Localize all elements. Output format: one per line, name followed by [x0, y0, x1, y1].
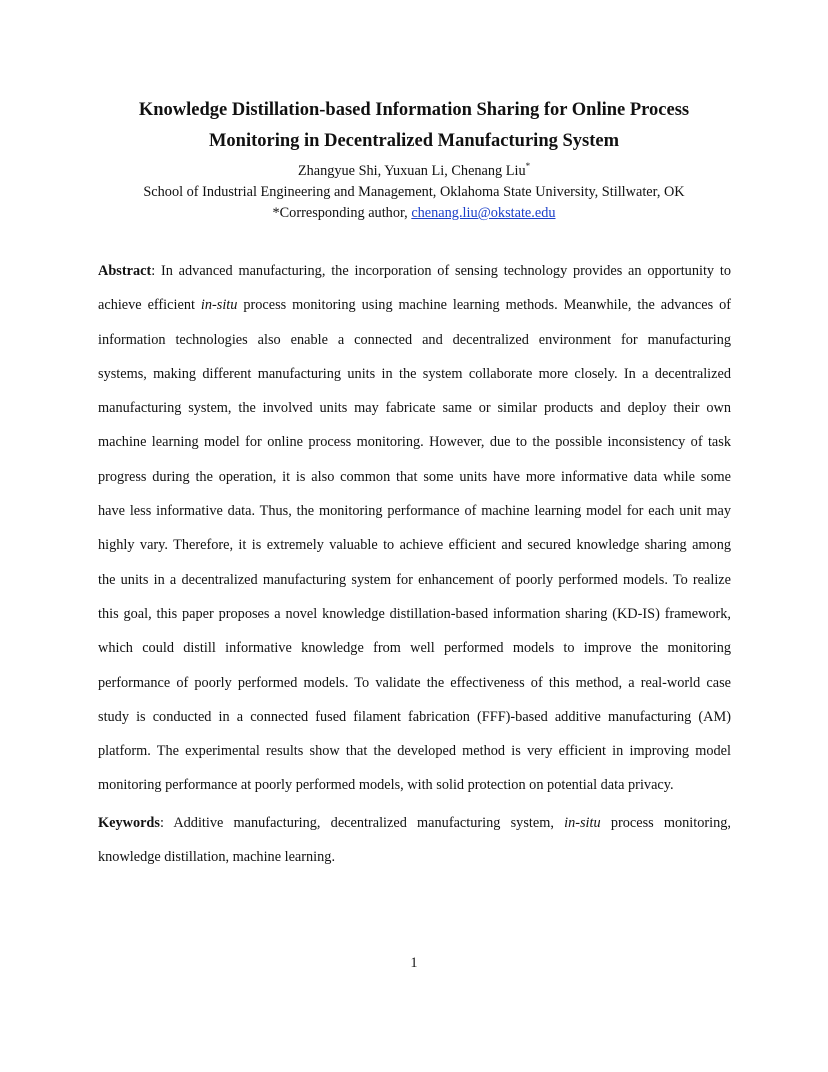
abstract-line: which could distill informative knowledge from well performed models to improve the monitoring: [98, 640, 731, 657]
corresponding-author-line: [60, 203, 768, 224]
in-situ-term: in-situ: [564, 815, 601, 831]
in-situ-term: in-situ: [200, 297, 238, 314]
abstract-line: study is conducted in a connected fused filament fabrication (FFF)-based additive manufacturing (AM): [98, 708, 731, 725]
keywords-heading: Keywords: [98, 815, 160, 831]
abstract-line: performance of poorly performed models. To validate the effectiveness of this method, a real-world case: [98, 674, 731, 691]
abstract-line: machine learning model for online process monitoring. However, due to the possible inconsistency of task: [98, 434, 731, 451]
abstract-line: the units in a decentralized manufacturing system for enhancement of poorly performed models. To realize: [98, 571, 731, 588]
title-line-1: Knowledge Distillation-based Information Sharing for Online Process: [138, 100, 690, 120]
email-link[interactable]: chenang.liu@okstate.edu: [411, 205, 556, 221]
paper-title: [60, 95, 768, 157]
abstract-line: have less informative data. Thus, the monitoring performance of machine learning model for each unit may: [98, 503, 731, 520]
abstract-line: manufacturing system, the involved units may fabricate same or similar products and deploy their own: [98, 400, 731, 417]
abstract-section: [98, 254, 731, 803]
keywords-line: knowledge distillation, machine learning.: [98, 849, 336, 866]
page-number: 1: [410, 955, 418, 971]
author-names: Zhangyue Shi, Yuxuan Li, Chenang Liu: [297, 163, 526, 179]
corresponding-marker: *: [525, 161, 531, 172]
abstract-line: information technologies also enable a connected and decentralized environment for manufacturing: [98, 331, 731, 348]
abstract-line: Abstract: In advanced manufacturing, the incorporation of sensing technology provides an opportunity to: [98, 263, 731, 279]
abstract-heading: Abstract: [98, 263, 152, 279]
affiliation: School of Industrial Engineering and Management, Oklahoma State University, Stillwater, OK: [143, 184, 685, 200]
title-line-2: Monitoring in Decentralized Manufacturing System: [208, 131, 620, 151]
abstract-line: this goal, this paper proposes a novel knowledge distillation-based information sharing (KD-IS) framework,: [98, 605, 731, 622]
keywords-section: [98, 806, 731, 875]
abstract-line: achieve efficient in-situ process monitoring using machine learning methods. Meanwhile, the advances of: [98, 297, 731, 314]
keywords-line: Keywords: Additive manufacturing, decentralized manufacturing system, in-situ process monitoring,: [98, 815, 732, 831]
abstract-line: platform. The experimental results show that the developed method is very efficient in improving model: [98, 743, 731, 760]
abstract-line: monitoring performance at poorly performed models, with solid protection on potential data privacy.: [98, 777, 674, 794]
abstract-line: progress during the operation, it is also common that some units have more informative data while some: [98, 468, 731, 485]
author-names-line: [60, 161, 768, 182]
corresponding-prefix: *Corresponding author,: [272, 205, 412, 221]
author-block: [60, 161, 768, 224]
abstract-line: systems, making different manufacturing units in the system collaborate more closely. In a decentralized: [98, 365, 731, 382]
abstract-line: highly vary. Therefore, it is extremely valuable to achieve efficient and secured knowledge sharing among: [98, 537, 731, 554]
